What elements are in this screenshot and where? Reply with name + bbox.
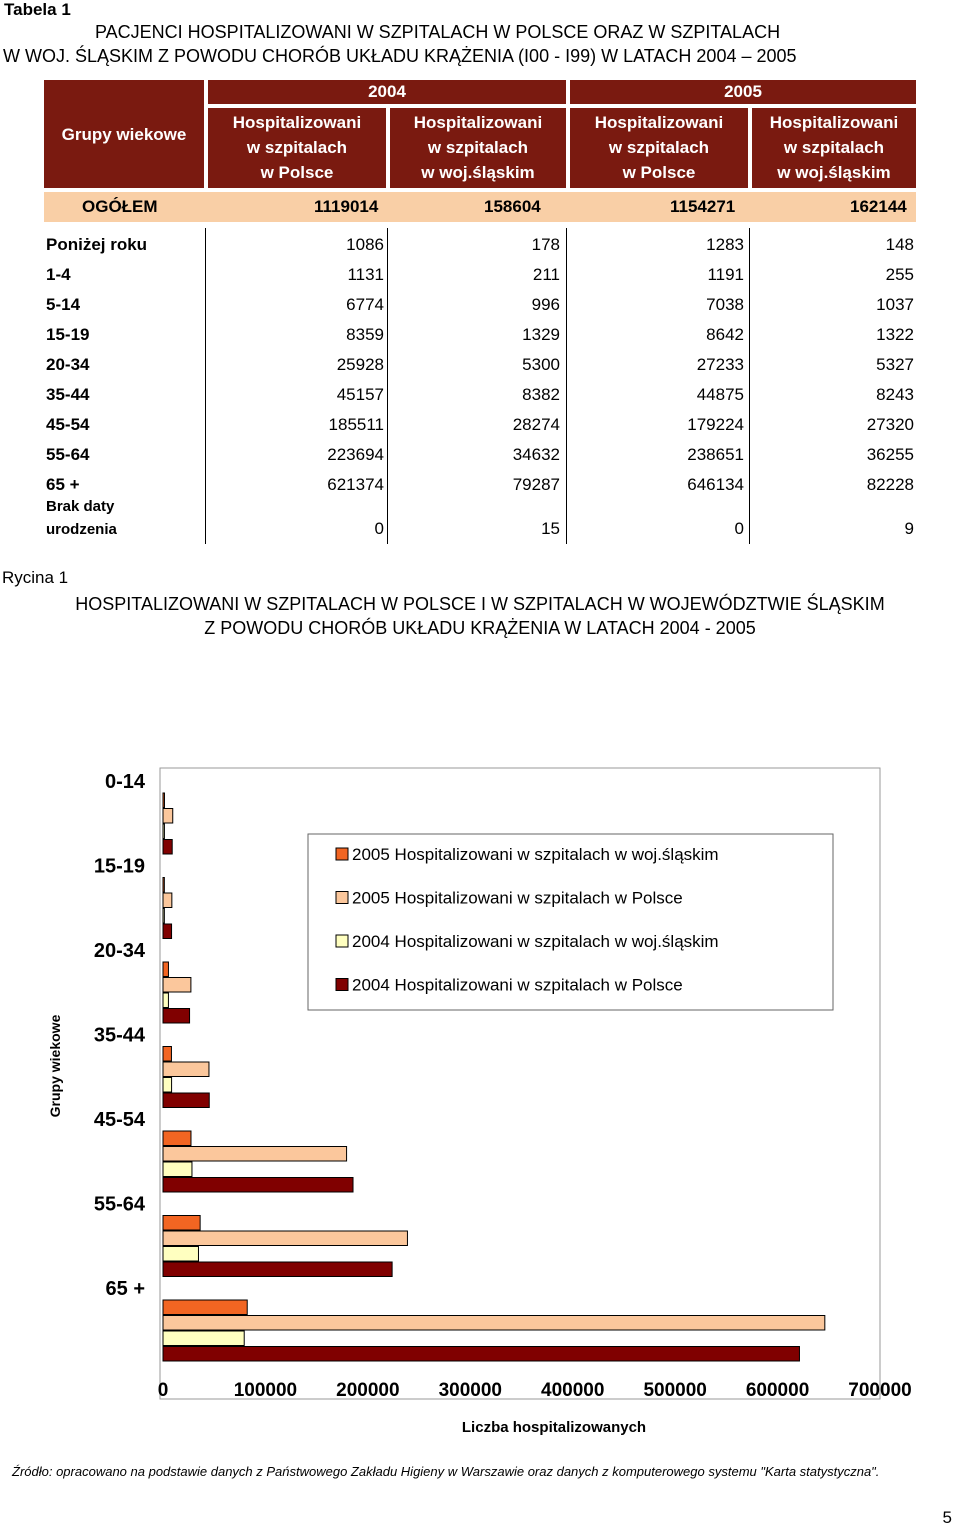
bar — [163, 1131, 191, 1146]
bar — [163, 1347, 799, 1362]
y-category-label: 20-34 — [93, 940, 145, 962]
column-header-2005-slaskie — [752, 108, 916, 188]
cell-value: 8642 — [706, 325, 744, 344]
bar — [163, 1216, 200, 1231]
col-header-line: w szpitalach — [783, 138, 885, 157]
cell-value: 0 — [374, 519, 384, 538]
cell-value: 1131 — [347, 265, 384, 284]
x-tick-label: 200000 — [336, 1380, 400, 1401]
total-value: 1119014 — [314, 197, 379, 216]
y-category-label: 35-44 — [93, 1024, 145, 1047]
cell-value: 5327 — [876, 355, 914, 374]
total-row — [44, 192, 916, 222]
col-header-line: Hospitalizowani — [594, 113, 724, 132]
cell-value: 28274 — [512, 415, 560, 434]
row-label: 1-4 — [46, 265, 71, 284]
table-title — [3, 20, 797, 68]
row-label: urodzenia — [46, 521, 117, 538]
legend-label: 2004 Hospitalizowani w szpitalach w Polsce — [352, 975, 683, 995]
cell-value: 996 — [531, 295, 560, 314]
bar — [163, 1262, 392, 1277]
bar — [163, 1231, 407, 1246]
cell-value: 7038 — [706, 295, 744, 314]
bar — [163, 878, 164, 893]
bar — [163, 809, 173, 824]
cell-value: 1191 — [707, 265, 744, 284]
row-label: 5-14 — [46, 295, 81, 314]
row-label: 35-44 — [46, 385, 90, 404]
cell-value: 1086 — [346, 235, 384, 254]
cell-value: 27320 — [866, 415, 914, 434]
x-tick-label: 700000 — [848, 1380, 912, 1401]
table-row — [46, 440, 916, 470]
group-header-label: Grupy wiekowe — [61, 124, 187, 144]
x-tick-label: 0 — [157, 1380, 169, 1401]
cell-value: 179224 — [687, 415, 744, 434]
legend-swatch — [336, 935, 348, 947]
column-header-2004-polska — [208, 108, 386, 188]
bar — [163, 924, 172, 939]
y-category-label: 0-14 — [104, 771, 145, 793]
figure-label: Rycina 1 — [2, 568, 69, 587]
cell-value: 0 — [734, 519, 744, 538]
col-header-line: w woj.śląskim — [421, 163, 535, 182]
cell-value: 15 — [541, 519, 560, 538]
y-category-label: 45-54 — [93, 1109, 145, 1131]
bar — [163, 1162, 192, 1177]
year-2004-header — [208, 80, 566, 104]
x-tick-label: 300000 — [438, 1380, 502, 1401]
table-row — [46, 260, 916, 290]
x-tick-label: 400000 — [541, 1380, 605, 1401]
cell-value: 25928 — [336, 355, 384, 374]
bar — [163, 1093, 209, 1108]
cell-value: 9 — [904, 519, 914, 538]
table-row — [46, 410, 916, 440]
bar — [163, 1078, 172, 1093]
bar — [163, 993, 168, 1008]
cell-value: 27233 — [696, 355, 744, 374]
x-axis-label: Liczba hospitalizowanych — [461, 1419, 647, 1436]
cell-value: 1037 — [876, 295, 914, 314]
year-2005-header — [570, 80, 916, 104]
col-header-line: Hospitalizowani — [413, 113, 543, 132]
table-row — [46, 380, 916, 410]
cell-value: 646134 — [687, 475, 744, 494]
cell-value: 79287 — [512, 475, 560, 494]
col-header-line: w szpitalach — [608, 138, 710, 157]
year-2004-label: 2004 — [368, 82, 406, 101]
row-label: 45-54 — [46, 415, 90, 434]
bar — [163, 1247, 198, 1262]
table-row — [46, 320, 916, 350]
cell-value: 44875 — [696, 385, 744, 404]
figure-title-line-1: HOSPITALIZOWANI W SZPITALACH W POLSCE I W SZPITALACH W WOJEWÓDZTWIE ŚLĄSKIM — [75, 594, 885, 614]
cell-value: 1329 — [522, 325, 560, 344]
cell-value: 178 — [531, 235, 560, 254]
x-tick-label: 500000 — [643, 1380, 707, 1401]
x-tick-labels — [158, 1380, 912, 1401]
cell-value: 6774 — [346, 295, 384, 314]
bar — [163, 1178, 353, 1193]
cell-value: 1283 — [706, 235, 744, 254]
bar — [163, 978, 191, 993]
bar — [163, 1047, 171, 1062]
col-header-line: w szpitalach — [427, 138, 529, 157]
legend-swatch — [336, 979, 348, 991]
bar — [163, 824, 164, 839]
row-label: 65 + — [46, 475, 80, 494]
bar-chart — [0, 740, 960, 1460]
bar — [163, 1300, 247, 1315]
table-row — [46, 350, 916, 380]
row-label: 55-64 — [46, 445, 90, 464]
bar — [163, 909, 164, 924]
row-label: 20-34 — [46, 355, 90, 374]
y-axis-label: Grupy wiekowe — [47, 1014, 63, 1118]
cell-value: 34632 — [512, 445, 560, 464]
cell-value: 223694 — [327, 445, 384, 464]
cell-value: 36255 — [866, 445, 914, 464]
col-header-line: w woj.śląskim — [777, 163, 891, 182]
table-row — [46, 470, 916, 500]
figure-title — [0, 592, 960, 640]
column-header-2005-polska — [570, 108, 748, 188]
legend-swatch — [336, 848, 348, 860]
cell-value: 185511 — [328, 415, 384, 434]
table-label: Tabela 1 — [4, 0, 71, 19]
col-header-line: Hospitalizowani — [232, 113, 362, 132]
chart-legend — [308, 834, 833, 1010]
col-header-line: Hospitalizowani — [769, 113, 899, 132]
bar — [163, 962, 168, 977]
cell-value: 8359 — [346, 325, 384, 344]
table-title-line-1: PACJENCI HOSPITALIZOWANI W SZPITALACH W POLSCE ORAZ W SZPITALACH — [95, 22, 781, 42]
bar — [163, 1062, 209, 1077]
total-label: OGÓŁEM — [82, 197, 158, 216]
bar — [163, 1331, 244, 1346]
legend-label: 2005 Hospitalizowani w szpitalach w Polsce — [352, 888, 683, 908]
total-value: 158604 — [484, 197, 541, 216]
cell-value: 8243 — [876, 385, 914, 404]
y-category-labels — [94, 771, 146, 1300]
col-header-line: w szpitalach — [246, 138, 348, 157]
row-label: Poniżej roku — [46, 235, 148, 254]
cell-value: 621374 — [327, 475, 384, 494]
legend-swatch — [336, 892, 348, 904]
figure-title-line-2: Z POWODU CHORÓB UKŁADU KRĄŻENIA W LATACH 2004 - 2005 — [204, 618, 756, 638]
y-category-label: 65 + — [105, 1278, 145, 1300]
cell-value: 45157 — [336, 385, 384, 404]
y-category-label: 55-64 — [93, 1193, 145, 1216]
legend-label: 2005 Hospitalizowani w szpitalach w woj.śląskim — [352, 845, 719, 864]
source-note: Źródło: opracowano na podstawie danych z Państwowego Zakładu Higieny w Warszawie oraz danych z komputerowego systemu "Karta statystyczna". — [12, 1464, 880, 1479]
bar — [163, 1009, 190, 1024]
cell-value: 211 — [532, 265, 560, 284]
cell-value: 255 — [885, 265, 914, 284]
col-header-line: w Polsce — [622, 163, 696, 182]
bar — [163, 840, 172, 855]
row-label: 15-19 — [46, 325, 90, 344]
bar — [163, 1147, 347, 1162]
x-tick-label: 600000 — [745, 1380, 810, 1401]
total-value: 1154271 — [670, 197, 736, 216]
cell-value: 238651 — [687, 445, 744, 464]
page-number: 5 — [942, 1508, 952, 1527]
col-header-line: w Polsce — [260, 163, 334, 182]
table-row — [46, 230, 916, 260]
table-title-line-2: W WOJ. ŚLĄSKIM Z POWODU CHORÓB UKŁADU KRĄŻENIA (I00 - I99) W LATACH 2004 – 2005 — [3, 46, 797, 66]
cell-value: 82228 — [866, 475, 914, 494]
cell-value: 5300 — [522, 355, 560, 374]
bar — [163, 893, 172, 908]
bar — [163, 1316, 825, 1331]
x-tick-label: 100000 — [233, 1380, 298, 1401]
y-category-label: 15-19 — [93, 855, 145, 878]
bar — [163, 793, 164, 808]
column-header-2004-slaskie — [390, 108, 566, 188]
group-header-cell — [44, 80, 204, 188]
table-row — [46, 498, 916, 544]
legend-label: 2004 Hospitalizowani w szpitalach w woj.śląskim — [352, 932, 719, 951]
year-2005-label: 2005 — [724, 82, 762, 101]
cell-value: 1322 — [876, 325, 914, 344]
cell-value: 8382 — [522, 385, 560, 404]
total-value: 162144 — [850, 197, 907, 216]
table-row — [46, 290, 916, 320]
row-label: Brak daty — [46, 498, 115, 515]
cell-value: 148 — [885, 235, 914, 254]
